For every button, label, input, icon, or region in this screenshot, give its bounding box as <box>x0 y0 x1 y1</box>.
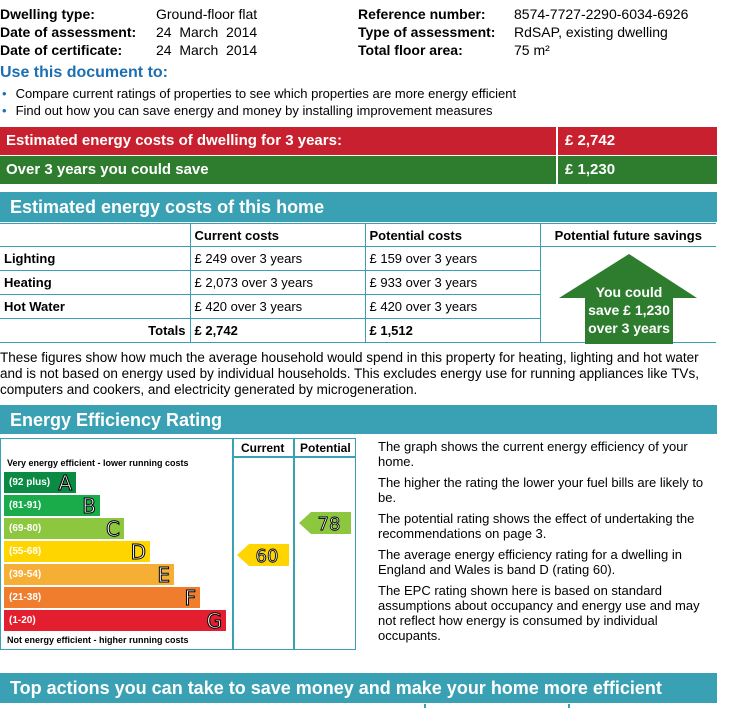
bullet-text: Find out how you can save energy and money by installing improvement measures <box>15 103 493 118</box>
savings-line-3: over 3 years <box>587 320 670 336</box>
totals-potential: £ 1,512 <box>365 319 540 343</box>
table-row <box>0 247 716 271</box>
table-border-stub <box>568 704 570 708</box>
eer-info-1: The graph shows the current energy efficiency of your home. <box>378 439 688 469</box>
use-bullet-save <box>2 103 492 118</box>
eer-band-letter: F <box>184 586 196 610</box>
eer-band-range: (92 plus) <box>9 477 51 488</box>
eer-col-potential: Potential <box>300 441 351 455</box>
totals-label: Totals <box>0 319 190 343</box>
eer-band-b <box>4 495 100 516</box>
eer-band-letter: A <box>58 471 72 495</box>
eer-band-e <box>4 564 174 585</box>
savings-line-2: save £ 1,230 <box>587 302 670 318</box>
reference-label: Reference number: <box>358 6 486 22</box>
bullet-dot-icon: • <box>2 86 7 101</box>
eer-section-header <box>0 405 717 434</box>
actions-section-title: Top actions you can take to save money and make your home more efficient <box>10 678 662 698</box>
eer-header-line <box>234 456 355 458</box>
potential-saving-bar <box>0 156 717 184</box>
estimated-cost-label: Estimated energy costs of dwelling for 3 years: <box>6 132 342 149</box>
potential-saving-value: £ 1,230 <box>565 161 616 178</box>
costs-header-current: Current costs <box>190 224 365 247</box>
eer-bottom-note: Not energy efficient - higher running costs <box>7 635 189 645</box>
eer-band-range: (39-54) <box>9 569 42 580</box>
eer-band-d <box>4 541 150 562</box>
eer-band-letter: G <box>206 609 222 633</box>
floor-area-label: Total floor area: <box>358 42 463 58</box>
eer-band-range: (55-68) <box>9 546 42 557</box>
hot-water-potential: £ 420 over 3 years <box>365 295 540 319</box>
eer-divider <box>232 439 234 649</box>
potential-saving-label: Over 3 years you could save <box>6 161 209 178</box>
heating-potential: £ 933 over 3 years <box>365 271 540 295</box>
heating-current: £ 2,073 over 3 years <box>190 271 365 295</box>
savings-arrow-icon <box>545 252 713 346</box>
eer-band-a <box>4 472 76 493</box>
eer-graph <box>0 438 356 650</box>
table-border-stub <box>424 704 426 708</box>
estimated-cost-amount <box>556 127 717 155</box>
use-bullet-compare <box>2 86 516 101</box>
floor-area-value: 75 m² <box>514 42 550 58</box>
current-rating-value: 60 <box>255 546 279 567</box>
eer-band-f <box>4 587 200 608</box>
eer-band-letter: C <box>106 517 120 541</box>
eer-band-c <box>4 518 124 539</box>
costs-section-header <box>0 192 717 222</box>
eer-band-range: (21-38) <box>9 592 42 603</box>
eer-band-letter: D <box>130 540 146 564</box>
savings-cell <box>540 247 716 343</box>
eer-info-5: The EPC rating shown here is based on standard assumptions about occupancy and energy use and may not reflect how energy is consumed by individual occupants. <box>378 583 700 643</box>
dwelling-type-value: Ground-floor flat <box>156 6 258 22</box>
savings-line-1: You could <box>595 284 662 300</box>
eer-info-4: The average energy efficiency rating for a dwelling in England and Wales is band D (rating 60). <box>378 547 682 577</box>
estimated-cost-bar <box>0 127 717 155</box>
costs-table-header-row <box>0 224 716 247</box>
totals-current: £ 2,742 <box>190 319 365 343</box>
potential-rating-value: 78 <box>317 514 341 535</box>
use-document-title: Use this document to: <box>0 64 169 81</box>
eer-top-note: Very energy efficient - lower running costs <box>7 458 189 468</box>
lighting-current: £ 249 over 3 years <box>190 247 365 271</box>
hot-water-current: £ 420 over 3 years <box>190 295 365 319</box>
potential-saving-amount <box>556 156 717 184</box>
bullet-dot-icon: • <box>2 103 7 118</box>
eer-band-range: (69-80) <box>9 523 42 534</box>
assessment-type-value: RdSAP, existing dwelling <box>514 24 668 40</box>
eer-info-3: The potential rating shows the effect of undertaking the recommendations on page 3. <box>378 511 695 541</box>
costs-note: These figures show how much the average household would spend in this property for heating, lighting and hot water and is not based on energy used by individual households. This excludes energy use for running appliances like TVs, computers and cookers, and electricity generated by microgeneration. <box>0 350 699 397</box>
estimated-cost-value: £ 2,742 <box>565 132 616 149</box>
assessment-date-value: 24 March 2014 <box>156 24 258 40</box>
costs-table <box>0 223 716 343</box>
costs-header-savings: Potential future savings <box>540 224 716 247</box>
certificate-date-value: 24 March 2014 <box>156 42 258 58</box>
reference-value: 8574-7727-2290-6034-6926 <box>514 6 689 22</box>
lighting-potential: £ 159 over 3 years <box>365 247 540 271</box>
eer-band-letter: E <box>157 563 170 587</box>
eer-band-range: (1-20) <box>9 615 36 626</box>
bullet-text: Compare current ratings of properties to see which properties are more energy efficient <box>15 86 517 101</box>
eer-divider <box>293 439 295 649</box>
row-label-lighting: Lighting <box>0 247 190 271</box>
row-label-heating: Heating <box>0 271 190 295</box>
eer-band-range: (81-91) <box>9 500 42 511</box>
eer-col-current: Current <box>241 441 285 455</box>
assessment-type-label: Type of assessment: <box>358 24 496 40</box>
current-rating-arrow <box>237 543 291 567</box>
costs-header-potential: Potential costs <box>365 224 540 247</box>
row-label-hot-water: Hot Water <box>0 295 190 319</box>
costs-section-title: Estimated energy costs of this home <box>10 197 325 217</box>
dwelling-type-label: Dwelling type: <box>0 6 95 22</box>
costs-header-blank <box>0 224 190 247</box>
eer-info <box>378 439 718 643</box>
assessment-date-label: Date of assessment: <box>0 24 137 40</box>
eer-section-title: Energy Efficiency Rating <box>10 410 223 430</box>
actions-section-header <box>0 673 717 703</box>
eer-band-letter: B <box>82 494 96 518</box>
certificate-date-label: Date of certificate: <box>0 42 123 58</box>
potential-rating-arrow <box>299 511 353 535</box>
eer-info-2: The higher the rating the lower your fuel bills are likely to be. <box>378 475 704 505</box>
eer-band-g <box>4 610 226 631</box>
